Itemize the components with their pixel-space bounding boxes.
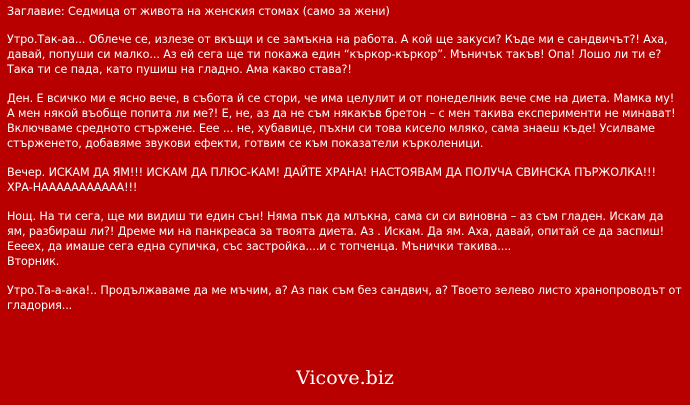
document-body — [7, 4, 683, 313]
paragraph-day: Ден. Е всичко ми е ясно вече, в събота й се стори, че има целулит и от понеделник вече сме на диета. Мамка му! А мен някой въобще попита ли ме?! Е, не, аз да не съм някакъв бретон – с мен такива експерименти не минават! Включваме средното стържене. Еее ... не, хубавице, пъхни си това кисело мляко, сама знаеш къде! Усилваме стърженето, добавяме звукови ефекти, готвим се към показатели кърколеници. — [7, 92, 676, 150]
paragraph-evening: Вечер. ИСКАМ ДА ЯМ!!! ИСКАМ ДА ПЛЮС-КАМ! ДАЙТЕ ХРАНА! НАСТОЯВАМ ДА ПОЛУЧА СВИНСКА ПЪРЖОЛКА!!! ХРА-НААААААААААА!!! — [7, 166, 656, 194]
paragraph-tuesday-morning: Утро.Та-а-ака!.. Продължаваме да ме мъчим, а? Аз пак съм без сандвич, а? Твоето зелево листо хранопроводът от гладория... — [7, 284, 682, 312]
paragraph-morning: Утро.Так-аа... Облече се, излезе от вкъщи и се замъкна на работа. А кой ще закуси? Къде ми е сандвичът?! Аха, давай, попуши си малко... Аз ей сега ще ти покажа един “къркор-къркор”. Мъничък такъв! Опа! Лошо ли ти е? Така ти се пада, като пушиш на гладно. Ама какво става?! — [7, 33, 668, 76]
site-footer-link[interactable]: Vicove.biz — [296, 367, 394, 389]
document-title: Заглавие: Седмица от живота на женския стомах (само за жени) — [7, 5, 390, 18]
paragraph-night: Нощ. На ти сега, ще ми видиш ти един сън! Няма пък да млъкна, сама си си виновна – аз съм гладен. Искам да ям, разбираш ли?! Дреме ми на панкреаса за твоята диета. Аз . Искам. Да ям. Аха, давай, опитай се да заспиш! Ееееx, да имаше сега една супичка, със застройка....и с топченца. Мънички такива.... Вторник. — [7, 210, 664, 268]
